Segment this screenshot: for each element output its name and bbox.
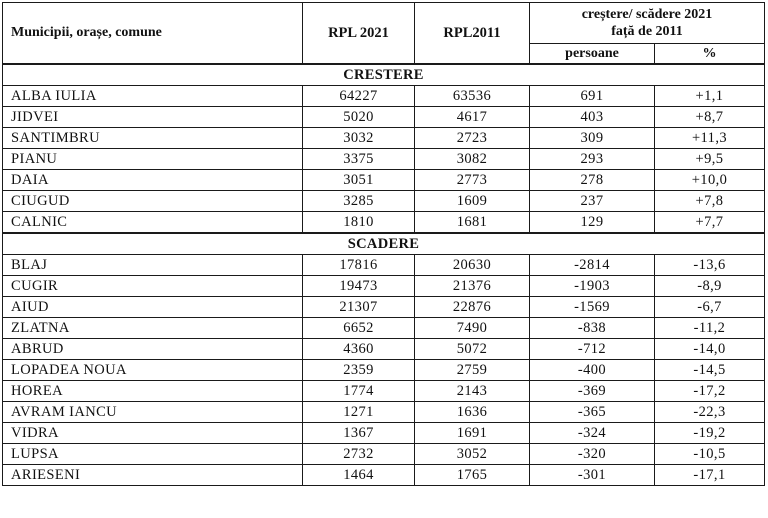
cell-name: ABRUD: [3, 339, 303, 360]
cell-rpl-2011: 3082: [415, 149, 530, 170]
table-row: [3, 86, 765, 107]
cell-rpl-2021: 64227: [303, 86, 415, 107]
header-growth-line1: creștere/ scădere 2021: [581, 7, 713, 22]
cell-rpl-2021: 3032: [303, 128, 415, 149]
section-title: CRESTERE: [3, 64, 765, 86]
cell-rpl-2021: 1810: [303, 212, 415, 234]
cell-percent: +10,0: [655, 170, 765, 191]
cell-name: CUGIR: [3, 276, 303, 297]
cell-persons: 403: [530, 107, 655, 128]
cell-name: PIANU: [3, 149, 303, 170]
header-persons: persoane: [530, 44, 655, 65]
cell-rpl-2011: 2143: [415, 381, 530, 402]
table-row: [3, 423, 765, 444]
cell-persons: 278: [530, 170, 655, 191]
cell-rpl-2021: 21307: [303, 297, 415, 318]
cell-persons: 309: [530, 128, 655, 149]
cell-rpl-2011: 1681: [415, 212, 530, 234]
cell-percent: +11,3: [655, 128, 765, 149]
cell-persons: -838: [530, 318, 655, 339]
cell-rpl-2011: 63536: [415, 86, 530, 107]
cell-rpl-2011: 2759: [415, 360, 530, 381]
section-row: [3, 64, 765, 86]
table-row: [3, 212, 765, 234]
table-row: [3, 191, 765, 212]
cell-percent: +1,1: [655, 86, 765, 107]
cell-percent: -17,1: [655, 465, 765, 486]
cell-rpl-2021: 1271: [303, 402, 415, 423]
cell-name: AVRAM IANCU: [3, 402, 303, 423]
cell-name: DAIA: [3, 170, 303, 191]
header-growth: [530, 3, 765, 44]
table-row: [3, 318, 765, 339]
table-row: [3, 444, 765, 465]
cell-persons: -320: [530, 444, 655, 465]
cell-percent: -13,6: [655, 255, 765, 276]
cell-percent: -8,9: [655, 276, 765, 297]
cell-persons: -301: [530, 465, 655, 486]
cell-percent: -22,3: [655, 402, 765, 423]
cell-percent: -6,7: [655, 297, 765, 318]
cell-percent: +7,8: [655, 191, 765, 212]
header-rpl-2011: RPL2011: [415, 3, 530, 65]
cell-rpl-2011: 1609: [415, 191, 530, 212]
cell-name: SANTIMBRU: [3, 128, 303, 149]
cell-rpl-2021: 5020: [303, 107, 415, 128]
cell-persons: 237: [530, 191, 655, 212]
cell-rpl-2011: 7490: [415, 318, 530, 339]
cell-persons: -2814: [530, 255, 655, 276]
cell-name: LUPSA: [3, 444, 303, 465]
cell-rpl-2021: 19473: [303, 276, 415, 297]
cell-percent: -10,5: [655, 444, 765, 465]
cell-percent: +7,7: [655, 212, 765, 234]
cell-rpl-2021: 1367: [303, 423, 415, 444]
header-name: Municipii, orașe, comune: [3, 3, 303, 65]
table-row: [3, 149, 765, 170]
cell-rpl-2011: 1636: [415, 402, 530, 423]
cell-percent: +8,7: [655, 107, 765, 128]
header-rpl-2021: RPL 2021: [303, 3, 415, 65]
cell-rpl-2021: 6652: [303, 318, 415, 339]
cell-persons: -1903: [530, 276, 655, 297]
table-row: [3, 276, 765, 297]
section-row: [3, 233, 765, 255]
cell-rpl-2011: 22876: [415, 297, 530, 318]
table-row: [3, 170, 765, 191]
cell-name: JIDVEI: [3, 107, 303, 128]
cell-rpl-2011: 4617: [415, 107, 530, 128]
cell-rpl-2011: 20630: [415, 255, 530, 276]
section-title: SCADERE: [3, 233, 765, 255]
cell-rpl-2011: 1691: [415, 423, 530, 444]
cell-rpl-2011: 2773: [415, 170, 530, 191]
cell-name: AIUD: [3, 297, 303, 318]
cell-rpl-2011: 5072: [415, 339, 530, 360]
cell-percent: -17,2: [655, 381, 765, 402]
cell-persons: 293: [530, 149, 655, 170]
cell-name: ARIESENI: [3, 465, 303, 486]
header-growth-line2: față de 2011: [611, 24, 683, 39]
table-body: [3, 64, 765, 486]
table-row: [3, 128, 765, 149]
cell-persons: -369: [530, 381, 655, 402]
cell-rpl-2021: 3375: [303, 149, 415, 170]
cell-persons: 691: [530, 86, 655, 107]
table-row: [3, 339, 765, 360]
cell-rpl-2021: 3051: [303, 170, 415, 191]
table-row: [3, 255, 765, 276]
cell-percent: -19,2: [655, 423, 765, 444]
table-row: [3, 107, 765, 128]
table-row: [3, 360, 765, 381]
cell-rpl-2011: 1765: [415, 465, 530, 486]
cell-persons: -712: [530, 339, 655, 360]
cell-name: VIDRA: [3, 423, 303, 444]
table-row: [3, 465, 765, 486]
cell-percent: +9,5: [655, 149, 765, 170]
cell-rpl-2011: 3052: [415, 444, 530, 465]
cell-percent: -14,0: [655, 339, 765, 360]
header-percent: %: [655, 44, 765, 65]
cell-rpl-2021: 1464: [303, 465, 415, 486]
cell-name: LOPADEA NOUA: [3, 360, 303, 381]
cell-persons: -365: [530, 402, 655, 423]
cell-name: ZLATNA: [3, 318, 303, 339]
cell-persons: -324: [530, 423, 655, 444]
cell-rpl-2021: 2359: [303, 360, 415, 381]
cell-name: BLAJ: [3, 255, 303, 276]
population-change-table: [2, 2, 765, 486]
cell-persons: -1569: [530, 297, 655, 318]
cell-rpl-2021: 17816: [303, 255, 415, 276]
cell-persons: -400: [530, 360, 655, 381]
cell-name: CIUGUD: [3, 191, 303, 212]
cell-rpl-2011: 21376: [415, 276, 530, 297]
cell-name: HOREA: [3, 381, 303, 402]
cell-persons: 129: [530, 212, 655, 234]
cell-percent: -11,2: [655, 318, 765, 339]
cell-name: CALNIC: [3, 212, 303, 234]
table-row: [3, 381, 765, 402]
table-row: [3, 402, 765, 423]
cell-rpl-2021: 1774: [303, 381, 415, 402]
header-row: [3, 3, 765, 44]
table-row: [3, 297, 765, 318]
cell-rpl-2021: 3285: [303, 191, 415, 212]
cell-rpl-2021: 2732: [303, 444, 415, 465]
cell-name: ALBA IULIA: [3, 86, 303, 107]
cell-percent: -14,5: [655, 360, 765, 381]
cell-rpl-2021: 4360: [303, 339, 415, 360]
cell-rpl-2011: 2723: [415, 128, 530, 149]
